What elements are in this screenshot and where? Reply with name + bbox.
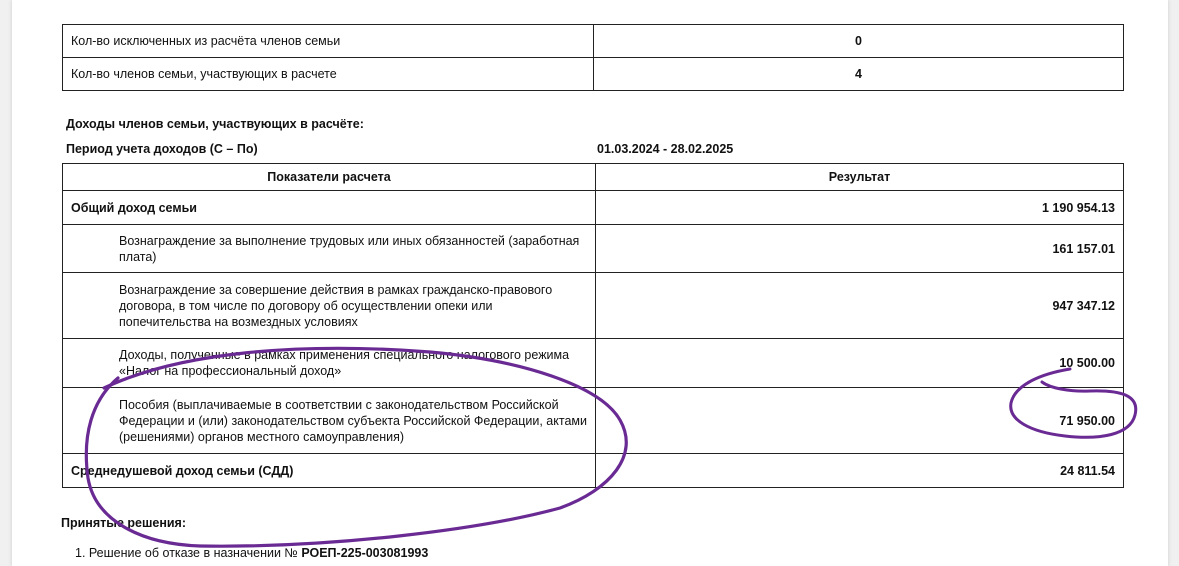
- average-income-label: Среднедушевой доход семьи (СДД): [63, 454, 596, 488]
- period-label: Период учета доходов (С – По): [66, 142, 258, 156]
- income-item-label: Пособия (выплачиваемые в соответствии с законодательством Российской Федерации и (или) законодательством субъекта Российской Федерации, актами (решениями) органов местного самоуправления): [63, 388, 596, 454]
- income-item-label: Доходы, полученные в рамках применения специального налогового режима «Налог на профессиональный доход»: [63, 339, 596, 388]
- document-page: [12, 0, 1168, 566]
- summary-label: Кол-во членов семьи, участвующих в расчете: [63, 58, 594, 91]
- period-value: 01.03.2024 - 28.02.2025: [597, 142, 734, 156]
- summary-table: [62, 24, 1124, 91]
- total-income-label: Общий доход семьи: [63, 191, 596, 225]
- table-row: [63, 191, 1124, 225]
- total-income-value: 1 190 954.13: [596, 191, 1124, 225]
- income-item-value: 71 950.00: [596, 388, 1124, 454]
- table-row: [63, 454, 1124, 488]
- table-row: [63, 339, 1124, 388]
- income-heading: Доходы членов семьи, участвующих в расчёте:: [66, 117, 364, 131]
- summary-value: 4: [594, 58, 1124, 91]
- decision-text: 1. Решение об отказе в назначении №: [75, 546, 298, 560]
- table-row: [63, 273, 1124, 339]
- summary-label: Кол-во исключенных из расчёта членов семьи: [63, 25, 594, 58]
- decision-item: [75, 546, 428, 560]
- income-table: [62, 163, 1124, 488]
- table-header-row: [63, 164, 1124, 191]
- summary-value: 0: [594, 25, 1124, 58]
- income-item-value: 947 347.12: [596, 273, 1124, 339]
- table-row: [63, 25, 1124, 58]
- table-row: [63, 225, 1124, 273]
- table-row: [63, 58, 1124, 91]
- average-income-value: 24 811.54: [596, 454, 1124, 488]
- decisions-heading: Принятые решения:: [61, 516, 187, 530]
- table-row: [63, 388, 1124, 454]
- income-item-value: 10 500.00: [596, 339, 1124, 388]
- income-item-label: Вознаграждение за выполнение трудовых или иных обязанностей (заработная плата): [63, 225, 596, 273]
- column-header-indicators: Показатели расчета: [63, 164, 596, 191]
- income-item-value: 161 157.01: [596, 225, 1124, 273]
- decision-number: РОЕП-225-003081993: [301, 546, 429, 560]
- income-item-label: Вознаграждение за совершение действия в рамках гражданско-правового договора, в том числе по договору об осуществлении опеки или попечительства на возмездных условиях: [63, 273, 596, 339]
- column-header-result: Результат: [596, 164, 1124, 191]
